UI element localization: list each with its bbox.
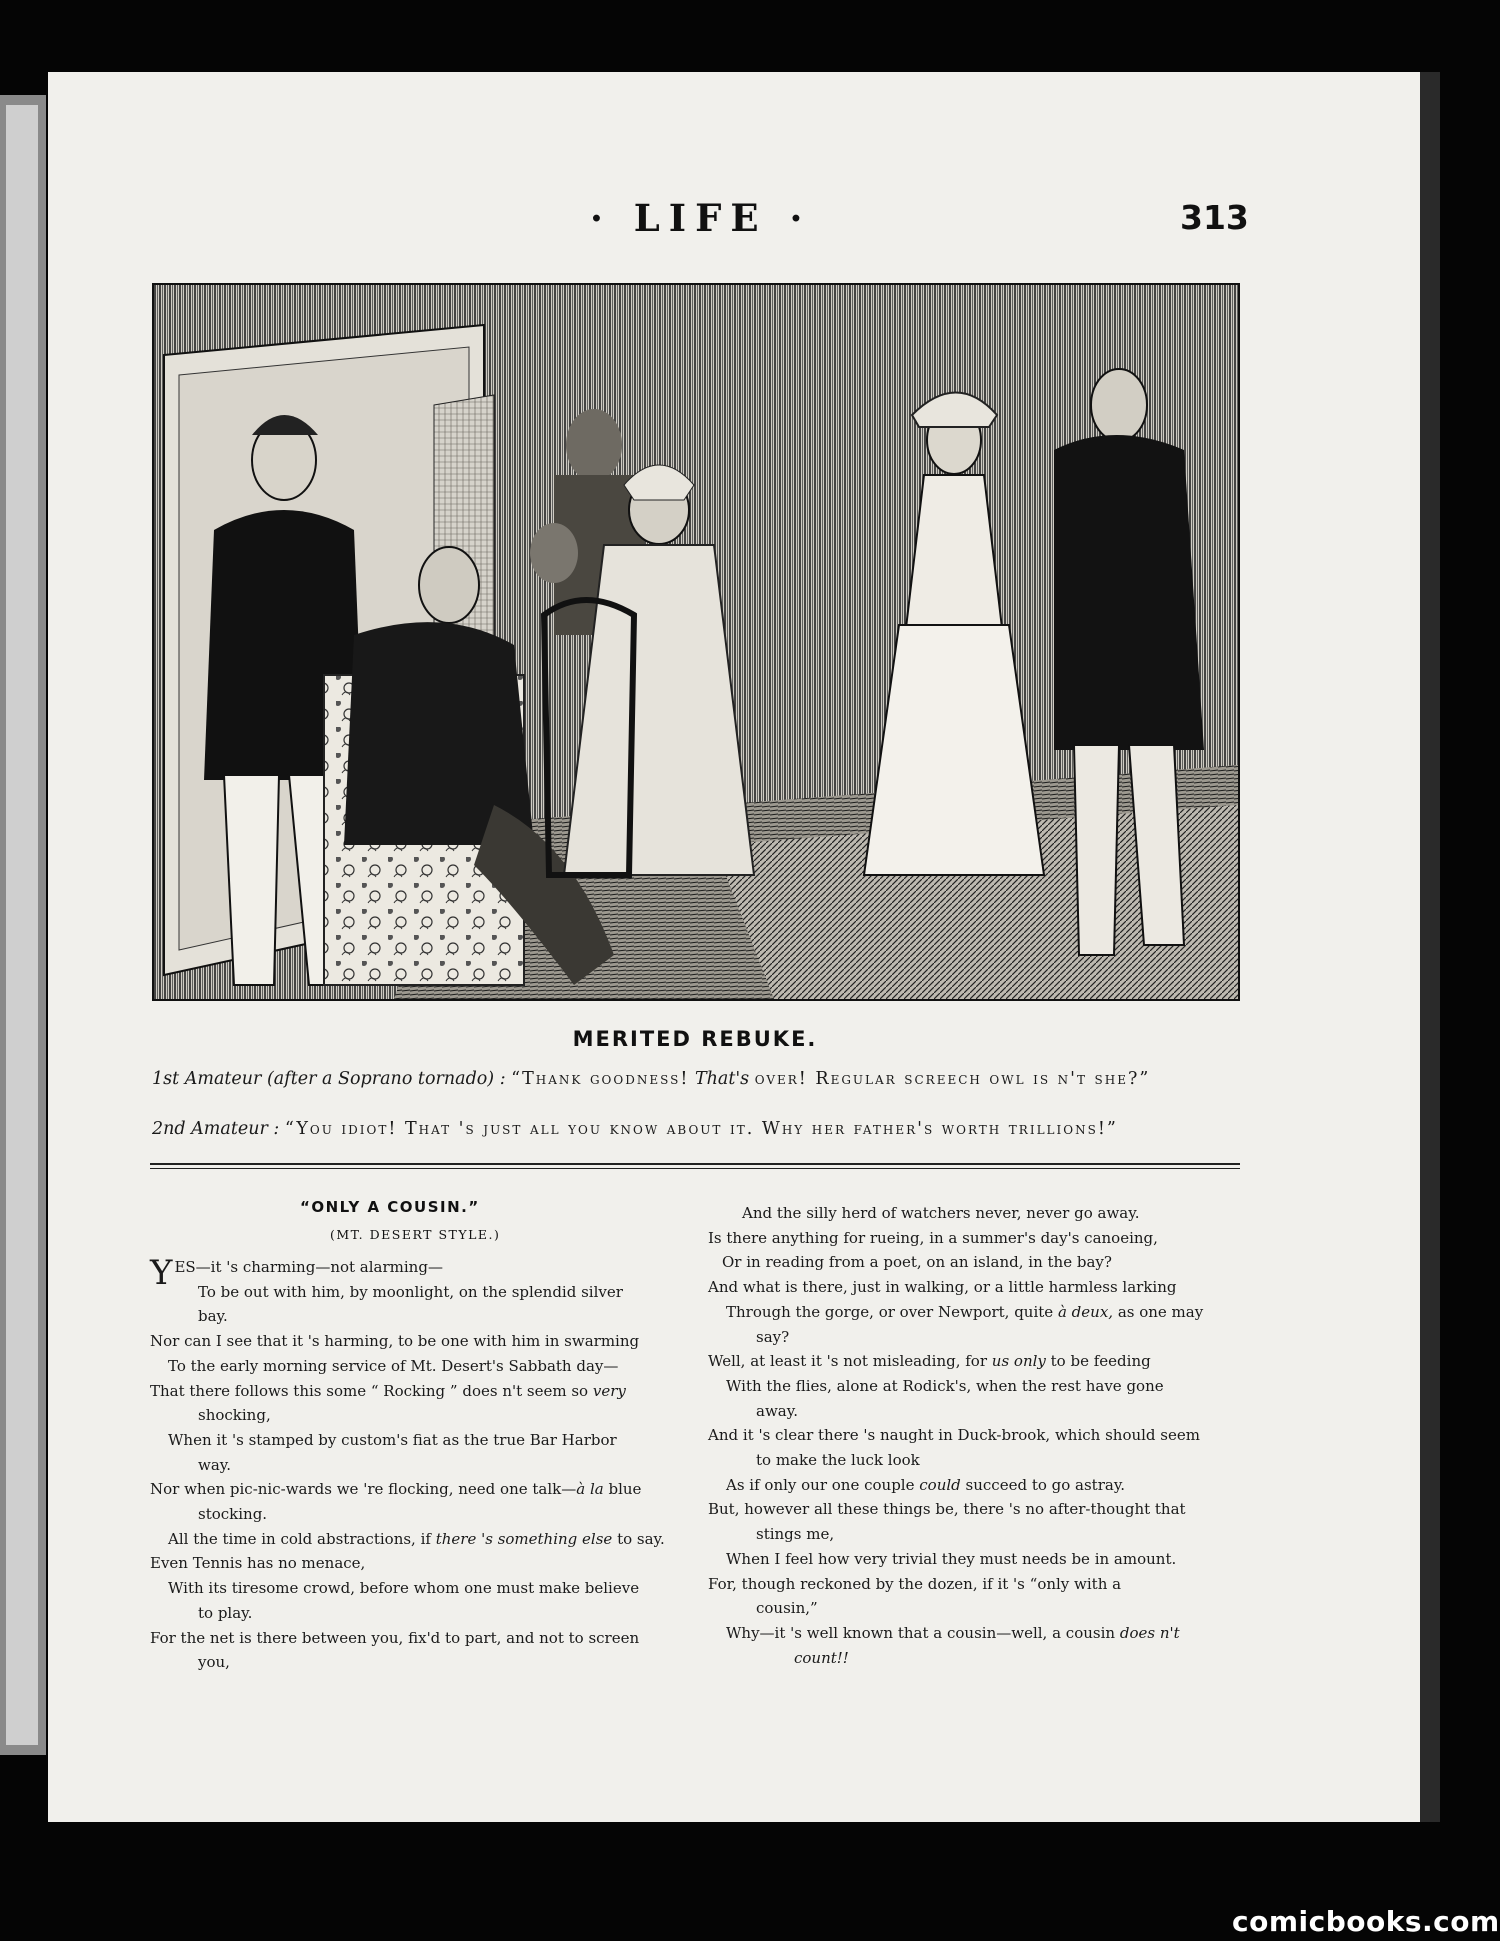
poem-line: say? xyxy=(756,1327,790,1346)
poem-line: YES—it 's charming—not alarming— xyxy=(150,1253,443,1293)
poem-line: to make the luck look xyxy=(756,1451,920,1470)
poem-line: When it 's stamped by custom's fiat as the true Bar Harbor xyxy=(168,1430,617,1449)
bg-figure-head xyxy=(566,409,622,481)
poem-line: you, xyxy=(198,1653,230,1672)
poem-line: And what is there, just in walking, or a little harmless larking xyxy=(708,1278,1177,1297)
engraving-svg xyxy=(154,285,1238,999)
poem-line: Nor when pic-nic-wards we 're flocking, need one talk—à la blue xyxy=(150,1480,642,1499)
poem-line: stocking. xyxy=(198,1505,268,1524)
poem-line: To be out with him, by moonlight, on the splendid silver xyxy=(198,1282,623,1301)
poem-line: Through the gorge, or over Newport, quite à deux, as one may xyxy=(726,1302,1204,1321)
poem-line: Nor can I see that it 's harming, to be one with him in swarming xyxy=(150,1332,640,1351)
page-shadow xyxy=(1420,72,1440,1822)
poem-line: to play. xyxy=(198,1603,253,1622)
poem-column-left xyxy=(150,1255,680,1675)
poem-line: bay. xyxy=(198,1307,228,1326)
seated-man-head xyxy=(419,547,479,623)
poem-line: For the net is there between you, fix'd to part, and not to screen xyxy=(150,1628,640,1647)
quote-1b: over! Regular screech owl is n't she?” xyxy=(754,1069,1151,1089)
poem-line: That there follows this some “ Rocking ” does n't seem so very xyxy=(150,1381,626,1400)
quote-2: “You idiot! That 's just all you know about it. Why her father's worth trillions!” xyxy=(284,1119,1118,1139)
poem-line: Why—it 's well known that a cousin—well, a cousin does n't xyxy=(726,1623,1180,1642)
watermark: comicbooks.com xyxy=(1232,1905,1500,1938)
drop-cap: Y xyxy=(150,1253,173,1293)
left-page-edge-inner xyxy=(6,105,38,1745)
speaker-2: 2nd Amateur : xyxy=(152,1119,280,1139)
poem-line: Even Tennis has no menace, xyxy=(150,1554,366,1573)
speaker-1: 1st Amateur xyxy=(152,1069,262,1089)
man-right-trouser-l xyxy=(1074,745,1119,955)
divider-rule-thin xyxy=(150,1168,1240,1169)
poem-line: With its tiresome crowd, before whom one must make believe xyxy=(168,1579,640,1598)
poem-line: For, though reckoned by the dozen, if it 's “only with a xyxy=(708,1574,1122,1593)
cartoon-caption-line-1 xyxy=(152,1065,1236,1093)
poem-line: shocking, xyxy=(198,1406,271,1425)
poem-line: stings me, xyxy=(756,1525,835,1544)
cartoon-illustration xyxy=(152,283,1240,1001)
masthead: · LIFE · xyxy=(590,196,812,240)
quote-1a: “Thank goodness! xyxy=(511,1069,690,1089)
cartoon-caption-line-2 xyxy=(152,1115,1236,1143)
man-right-coat xyxy=(1054,435,1204,750)
poem-line: Well, at least it 's not misleading, for us only to be feeding xyxy=(708,1352,1151,1371)
poem-line: way. xyxy=(198,1455,232,1474)
poem-line: With the flies, alone at Rodick's, when the rest have gone xyxy=(726,1376,1164,1395)
poem-line: Or in reading from a poet, on an island, in the bay? xyxy=(722,1253,1112,1272)
poem-line: And it 's clear there 's naught in Duck-brook, which should seem xyxy=(708,1426,1200,1445)
man-right-head xyxy=(1091,369,1147,441)
poem-title: “ONLY A COUSIN.” xyxy=(300,1198,480,1216)
cartoon-title: MERITED REBUKE. xyxy=(572,1027,818,1051)
poem-line: Is there anything for rueing, in a summer's day's canoeing, xyxy=(708,1228,1158,1247)
bg-figure-head-2 xyxy=(530,523,578,583)
quote-1-italic: That's xyxy=(694,1069,750,1089)
poem-column-right xyxy=(708,1201,1238,1670)
poem-line: All the time in cold abstractions, if there 's something else to say. xyxy=(168,1529,665,1548)
poem-line: To the early morning service of Mt. Desert's Sabbath day— xyxy=(168,1356,619,1375)
poem-subtitle: (MT. DESERT STYLE.) xyxy=(330,1227,501,1242)
poem-line: count!! xyxy=(794,1648,849,1667)
poem-line: away. xyxy=(756,1401,798,1420)
page-number: 313 xyxy=(1180,198,1249,237)
poem-line: But, however all these things be, there 's no after-thought that xyxy=(708,1500,1186,1519)
poem-line: And the silly herd of watchers never, never go away. xyxy=(742,1204,1140,1222)
poem-line: When I feel how very trivial they must needs be in amount. xyxy=(726,1549,1177,1568)
poem-line: As if only our one couple could succeed to go astray. xyxy=(726,1475,1126,1494)
divider-rule-thick xyxy=(150,1163,1240,1165)
man-left-trouser-l xyxy=(224,775,279,985)
speaker-1-note: (after a Soprano tornado) : xyxy=(266,1069,506,1089)
poem-line: cousin,” xyxy=(756,1599,818,1618)
